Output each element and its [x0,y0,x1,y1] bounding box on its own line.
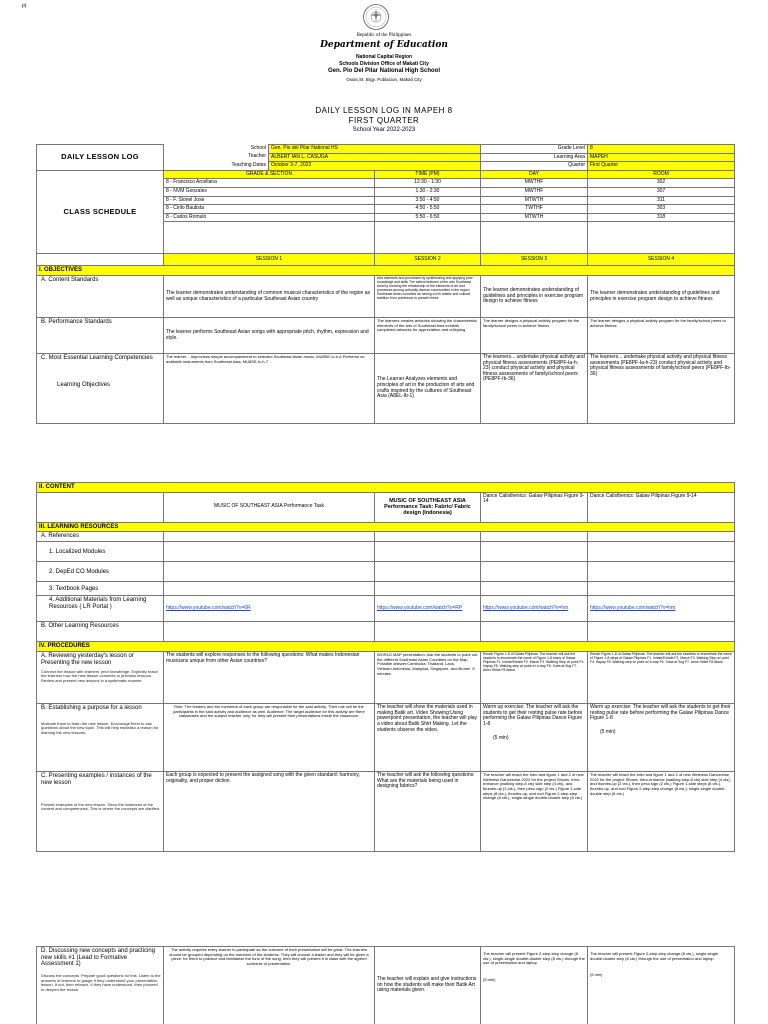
procedure-d-label: D. Discussing new concepts and practicing new skills #1 (Lead to Formative Assessment 1) [41,948,156,968]
procedure-d-s3-time: (5 min) [483,976,496,982]
schedule-room: 303 [588,205,735,214]
procedure-a-s3: Recall: Figure 1-8 of Galaw Pilipinas. The teacher will ask the students to enumerate the name of Figure 1-8 steps of Galaw Pilipinas F1. Inhale/Exhale F2. March F3. Walking Step w/ point F4. Hapay F5. Walking step w/ point w/ a clap F6. Suba at Sug F7. Arms Strike F8 Ataca [481,652,588,704]
schedule-section: 8 - F. Sionel Jose [164,196,375,205]
content-standard-s2: Arts elements and processes by synthesizing and applying prior knowledge and skills The salient features of the arts Southeast Asia by showing the relationship of the elements of art and processes among culturally diverse communities in the region Southeast Asian countries as having a rich artistic and cultural tradition from prehistoric to present times [375,276,481,318]
resource-link-s2[interactable]: https://www.youtube.com/watch?v=RP [377,605,463,612]
lesson-log-table-1 [36,144,735,424]
procedure-c-s2: The teacher will ask the following questions: What are the materials being used in designing fabrics? [375,772,481,852]
quarter-label: Quarter [481,162,588,171]
schedule-time: 1:30 - 2:30 [375,187,481,196]
schedule-time: 4:50 - 5:50 [375,205,481,214]
deped-seal-icon [356,3,396,31]
schedule-time: 12:30 - 1:30 [375,179,481,188]
resource-link-s3[interactable]: https://www.youtube.com/watch?v=hm [483,605,569,612]
quarter-title: FIRST QUARTER [348,116,420,125]
republic-text: Republic of the Philippines [356,33,412,38]
session-header: SESSION 2 [375,254,481,266]
schedule-room: 311 [588,196,735,205]
schedule-day: MWTHF [481,179,588,188]
department-text: Department of Education [320,40,448,50]
schedule-day: TWTHF [481,205,588,214]
performance-standard-s2: The learners creates artworks showing the characteristic elements of the arts of Southeast Asia exhibits completed artworks for appreciation and critiquing [375,318,481,354]
schedule-time: 3:50 - 4:50 [375,196,481,205]
procedure-d-s1: The activity requires every learner to participate as the outcome of their presentation will be great. The learners should be grouped depending on the numbers of the students. They will choose a leader and they will be given a piece. for them to practice and familiarize the tune of the song, then they will present it in class with the agreed schedule of presentation. [164,947,375,1024]
procedure-b-s3: Warm up exercise: The teacher will ask the students to get their resting pulse rate before performing the Galaw Pilipinas Dance Figure 1-8 [483,704,583,727]
performance-standard-s1: The learner performs Southeast Asian songs with appropriate pitch, rhythm, expression and style. [164,318,375,354]
melc-s4: The learners... undertake physical activity and physical fitness assessments (PE8PF-Ia-h-23) conduct physical activity and physical fitness assessments of family/school peers (PE8PF-Ib-36) [588,354,735,424]
procedure-b-s2: The teacher will show the materials used in making Batik art. Video Showing:Using powerpoint presentation, the teacher will play a video about Batik Shirt Making. Let the students observe the video. [375,704,481,772]
content-standard-s3: The learner demonstrates understanding of guidelines and principles in exercise program design to achieve fitness [481,276,588,318]
schedule-header: ROOM [588,170,735,179]
schedule-day: MTWTH [481,196,588,205]
content-s2: MUSIC OF SOUTHEAST ASIA Performance Task: Fabric/ Fabric design (Indonesia) [375,492,481,522]
schedule-header: TIME (PM) [375,170,481,179]
content-heading: II. CONTENT [37,483,735,493]
additional-materials-label: 4. Additional Materials from Learning Resources ( LR Portal ) [37,596,164,622]
content-standard-s1: The learner demonstrates understanding of common musical characteristics of the region as well as unique characteristics of a particular Southeast Asian country [164,276,375,318]
schedule-header: GRADE & SECTION [164,170,375,179]
page-title: DAILY LESSON LOG IN MAPEH 8 [315,106,453,115]
region-text: National Capital Region [355,54,413,60]
melc-s2: The Learner Analyzes elements and principles of art in the production of arts and crafts inspired by the cultures of Southeast Asia (A8EL-Ib-1) [375,354,481,424]
schedule-room: 302 [588,179,735,188]
learning-objectives-label: Learning Objectives [57,381,111,388]
grade-value: 8 [588,145,735,154]
localized-modules-label: 1. Localized Modules [37,542,164,562]
school-value: Gen. Pio del Pilar National HS [269,145,481,154]
school-label: School [250,144,266,151]
procedures-heading: IV. PROCEDURES [37,642,735,652]
quarter-value: First Quarter [588,162,735,171]
division-text: Schools Division Office of Makati City [339,61,429,67]
area-value: MAPEH [588,153,735,162]
resource-link-s1[interactable]: https://www.youtube.com/watch?v=6R [166,605,251,612]
performance-standard-s3: The learner designs a physical activity program for the family/school peers to achieve fitness [481,318,588,354]
dates-label: Teaching Dates [231,161,266,168]
teacher-value: ALBERT IAN L. CASUGA [269,153,481,162]
procedure-a-s2: WORLD MAP presentation: Ask the students to point out the different Southeast Asian Countries on the Map. Possible answer:Cambodia, Thailand, Laos, Vietnam,Indonesia, Malaysia, Singapore, and Brunei. 5 minutes [375,652,481,704]
procedure-d-s4: The teacher will present Figure 2-step-step change (8 cts.), single-single double-double step (8 cts.) through the use of presentation and laptop [590,951,719,961]
performance-standards-label: B. Performance Standards [37,318,164,354]
session-header: SESSION 4 [588,254,735,266]
school-year: School Year 2022-2023 [352,127,416,133]
schedule-section: 8 - Francisco Arcellana [164,179,375,188]
content-s1: MUSIC OF SOUTHEAST ASIA Performance Task [164,492,375,522]
procedure-a-s1: The students will explore responses to the following questions: What makes Indonesian musicians unique from other Asian countries? [164,652,375,704]
procedure-a-note: Connect the lesson with learners' prior knowledge. Explicitly teach the learners how the new lesson connects to previous lessons. Review and present new lessons in a systematic manner. [41,668,158,683]
melc-label: C. Most Essential Learning Competencies [41,355,153,362]
procedure-b-note: Motivate them to learn the new lesson. Encourage them to ask questions about the new topic. This will help establish a reason for learning the new lessons. [41,720,159,736]
procedure-b-s4-time: (5 min) [600,728,616,735]
schedule-time: 5:50 - 6:50 [375,213,481,222]
procedure-a-s4: Recall: Figure 1-8 of Galaw Pilipinas. The teacher will ask the students to enumerate the name of Figure 1-8 steps of Galaw Pilipinas F1. Inhale/Exhale F2. March F3. Walking Step w/ point F4. Hapay F5. Walking step w/ point w/ a clap F6. Suba at Sug F7. Arms Strike F8 Ataca [588,652,735,704]
procedure-b-s4: Warm up exercise: The teacher will ask the students to get their resting pulse rate before performing the Galaw Pilipinas Dance Figure 1-8 [590,704,731,722]
procedure-d-s3: The teacher will present Figure 2-step-step change (8 cts.), single-single double-double step (8 cts.) through the use of presentation and laptop [483,951,585,966]
deped-modules-label: 2. DepEd CO Modules [37,562,164,582]
school-name: Gen. Pio Del Pilar National High School [327,68,441,74]
class-schedule-label: CLASS SCHEDULE [37,170,164,254]
area-label: Learning Area [481,153,588,162]
performance-standard-s4: The learner designs a physical activity program for the family/school peers to achieve fitness [588,318,735,354]
schedule-section: 8 - Cirilo Bautista [164,205,375,214]
content-standard-s4: The learner demonstrates understanding of guidelines and principles in exercise program design to achieve fitness [588,276,735,318]
textbook-pages-label: 3. Textbook Pages [37,582,164,596]
procedure-b-label: B. Establishing a purpose for a lesson [41,705,142,712]
content-s4: Dance Calisthenics: Galaw Pilipinas Figure 9-14 [588,492,735,522]
schedule-day: MTWTH [481,213,588,222]
lesson-log-table-3 [36,946,735,1024]
procedure-d-note: Discuss the concepts. Prepare good questions for this. Listen to the answers of learners to gauge if they understood your presentation lesson. If not, then reteach. If they have understood, then proceed to deepen the lesson. [41,973,161,992]
procedure-a-label: A. Reviewing yesterday's lesson or Presenting the new lesson [41,653,134,666]
other-resources-label: B. Other Learning Resources [37,622,164,642]
procedure-c-s4: The teacher will teach the intro and figure 1 and 2 of new Wellness Dancercise 2022 for the project Shows. Intro-entrance (walking step-8 cts) side step (4 cts), and thumbs-up (2 cts.), then peso sign (2 cts.) Figure 1-side steps (8 cts.), thumbs-up, and nod Figure 2-step-step change (8 cts.), single-single double-double step (8 cts.) [588,772,735,852]
objectives-heading: I. OBJECTIVES [37,266,735,276]
references-label: A. References [37,532,164,542]
daily-lesson-log-label: DAILY LESSON LOG [37,145,164,171]
schedule-room: 318 [588,213,735,222]
content-standards-label: A. Content Standards [37,276,164,318]
teacher-label: Teacher [248,153,266,160]
resource-link-s4[interactable]: https://www.youtube.com/watch?v=hm [590,605,676,612]
schedule-section: 8 - NVM Gonzales [164,187,375,196]
lesson-log-table-2 [36,482,735,852]
dates-value: October 3-7, 2022 [269,162,481,171]
school-address: Osias St. Brgy. Poblacion, Makati City [346,77,422,82]
procedure-d-s2: The teacher will explain and give instructions on how the students will make their Batik Art using materials given. [375,947,481,1024]
procedure-b-s3-time: (5 min) [493,734,509,741]
grade-label: Grade Level [481,145,588,154]
procedure-c-label: C. Presenting examples / instances of the new lesson [41,773,152,786]
schedule-room: 307 [588,187,735,196]
procedure-b-s1: Role: The leaders and the members of each group are responsible for the said activity. Their role will be the participants in the said activity and audience as well. Audience: The target audience for this activity are there classmates and the subject teacher only, for they will present their presentations inside the classroom. [164,704,375,772]
schedule-header: DAY [481,170,588,179]
procedure-c-s1: Each group is expected to present the assigned song with the given standard: harmony, originality, and proper diction. [164,772,375,852]
procedure-c-note: Provide examples of the new lesson. Show the instances of the content and competencies. This is where the concepts are clarified. [41,801,161,812]
corner-mark: p( [22,3,27,9]
melc-s1: The learner... Improvises simple accompaniment to selected Southeast Asian music; MU8SE-Ic-h-6 Performs on available instruments from Southeast Asia; MU8SE-Ic-h-7 [164,354,375,424]
schedule-day: MWTHF [481,187,588,196]
content-s3: Dance Calisthenics: Galaw Pilipinas Figure 9-14 [481,492,588,522]
procedure-c-s3: The teacher will teach the intro and figure 1 and 2 of new Wellness Dancercise 2022 for the project Shows. Intro-entrance (walking step-8 cts) side step (4 cts), and thumbs-up (2 cts.), then peso sign (2 cts.) Figure 1-side steps (8 cts.), thumbs-up, and nod Figure 2-step-step change (8 cts.), single-single double-double step (8 cts.) [481,772,588,852]
procedure-d-s4-time: (5 min) [590,972,603,978]
session-header: SESSION 3 [481,254,588,266]
melc-s3: The learners... undertake physical activity and physical fitness assessments (PE8PF-Ia-h-23) conduct physical activity and physical fitness assessments of family/school peers (PE8PF-Ib-36) [481,354,588,424]
schedule-section: 8 - Carlos Romulo [164,213,375,222]
session-header: SESSION 1 [164,254,375,266]
resources-heading: III. LEARNING RESOURCES [37,522,735,532]
